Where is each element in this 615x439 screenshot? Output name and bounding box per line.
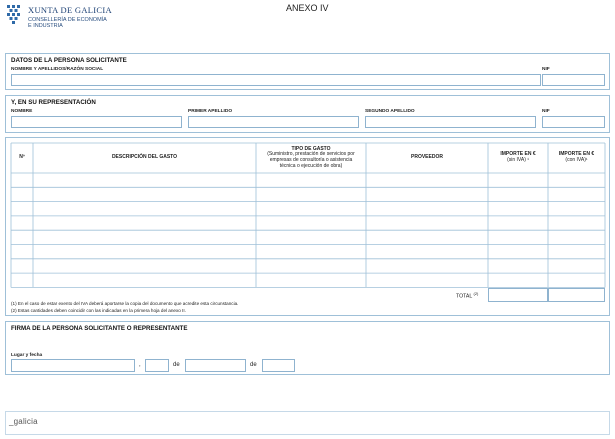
col-type-detail-1: (Suministro, prestación de servicios por (267, 151, 355, 158)
col-amount-no-vat-detail: (sin IVA) ¹ (507, 157, 529, 163)
col-provider-header: PROVEEDOR (411, 154, 443, 161)
note-1: (1) En el caso de estar exento del IVA deberá aportarse la copia del documento que acredite esta circunstancia. (11, 301, 239, 306)
col-type-detail-2: empresas de consultoría o asistencia (269, 157, 353, 163)
table-row[interactable] (11, 216, 605, 230)
total-label-note: (2) (473, 291, 479, 296)
rep-first-surname-field[interactable] (188, 116, 359, 128)
col-amount-no-vat-title: IMPORTE EN € (500, 151, 536, 158)
col-type-header (256, 143, 366, 173)
month-field[interactable] (185, 359, 246, 372)
total-no-vat-field[interactable] (488, 288, 548, 302)
rep-nif-label: NIF (542, 109, 550, 114)
rep-second-surname-field[interactable] (365, 116, 536, 128)
total-label-text: TOTAL (456, 293, 473, 300)
col-description-header: DESCRIPCIÓN DEL GASTO (111, 154, 178, 161)
applicant-name-label: NOMBRE Y APELLIDOS/RAZÓN SOCIAL (11, 67, 104, 72)
total-label (456, 291, 478, 300)
signature-section-title: FIRMA DE LA PERSONA SOLICITANTE O REPRESENTANTE (11, 325, 188, 332)
xunta-logo-icon (6, 4, 21, 24)
rep-name-label: NOMBRE (11, 109, 33, 114)
rep-name-field[interactable] (11, 116, 182, 128)
rep-second-surname-label: SEGUNDO APELLIDO (365, 109, 415, 114)
note-2: (2) Estas cantidades deben coincidir con las indicadas en la primera hoja del anexo II. (11, 308, 186, 313)
table-row[interactable] (11, 173, 605, 187)
representative-section-title: Y, EN SU REPRESENTACIÓN (11, 99, 96, 106)
table-row[interactable] (11, 259, 605, 273)
col-amount-vat-header (548, 143, 605, 173)
de-separator-2: de (250, 362, 257, 368)
de-separator-1: de (173, 362, 180, 368)
place-field[interactable] (11, 359, 135, 372)
logo-department-line2: E INDUSTRIA (28, 23, 63, 30)
rep-first-surname-label: PRIMER APELLIDO (188, 109, 233, 114)
table-row[interactable] (11, 202, 605, 216)
table-row[interactable] (11, 230, 605, 244)
col-amount-vat-title: IMPORTE EN € (558, 151, 595, 158)
comma-separator: , (139, 362, 141, 368)
table-row[interactable] (11, 273, 605, 287)
applicant-name-field[interactable] (11, 74, 541, 86)
col-amount-no-vat-header (488, 143, 548, 173)
representative-section (5, 95, 610, 133)
applicant-section (5, 53, 610, 90)
expenses-section (5, 137, 610, 316)
logo-department (28, 17, 107, 30)
annex-title: ANEXO IV (286, 3, 329, 13)
day-field[interactable] (145, 359, 169, 372)
applicant-section-title: DATOS DE LA PERSONA SOLICITANTE (11, 57, 127, 64)
place-date-label: Lugar y fecha (11, 353, 43, 358)
header (6, 4, 206, 34)
table-row[interactable] (11, 245, 605, 259)
year-field[interactable] (262, 359, 295, 372)
col-type-detail-3: técnica o ejecución de obra) (279, 162, 343, 169)
col-number-header: Nº (19, 154, 25, 161)
rep-nif-field[interactable] (542, 116, 605, 128)
logo-department-line1: CONSELLERÍA DE ECONOMÍA (28, 17, 107, 23)
footer-bar (5, 411, 610, 435)
galicia-footer-logo: _galicia (9, 417, 38, 426)
signature-section (5, 321, 610, 375)
col-type-title: TIPO DE GASTO (291, 145, 331, 152)
applicant-nif-field[interactable] (542, 74, 605, 86)
col-amount-vat-detail: (con IVA)¹ (565, 157, 588, 163)
logo-name: XUNTA DE GALICIA (28, 5, 112, 15)
applicant-nif-label: NIF (542, 67, 550, 72)
table-row[interactable] (11, 187, 605, 201)
total-vat-field[interactable] (548, 288, 605, 302)
